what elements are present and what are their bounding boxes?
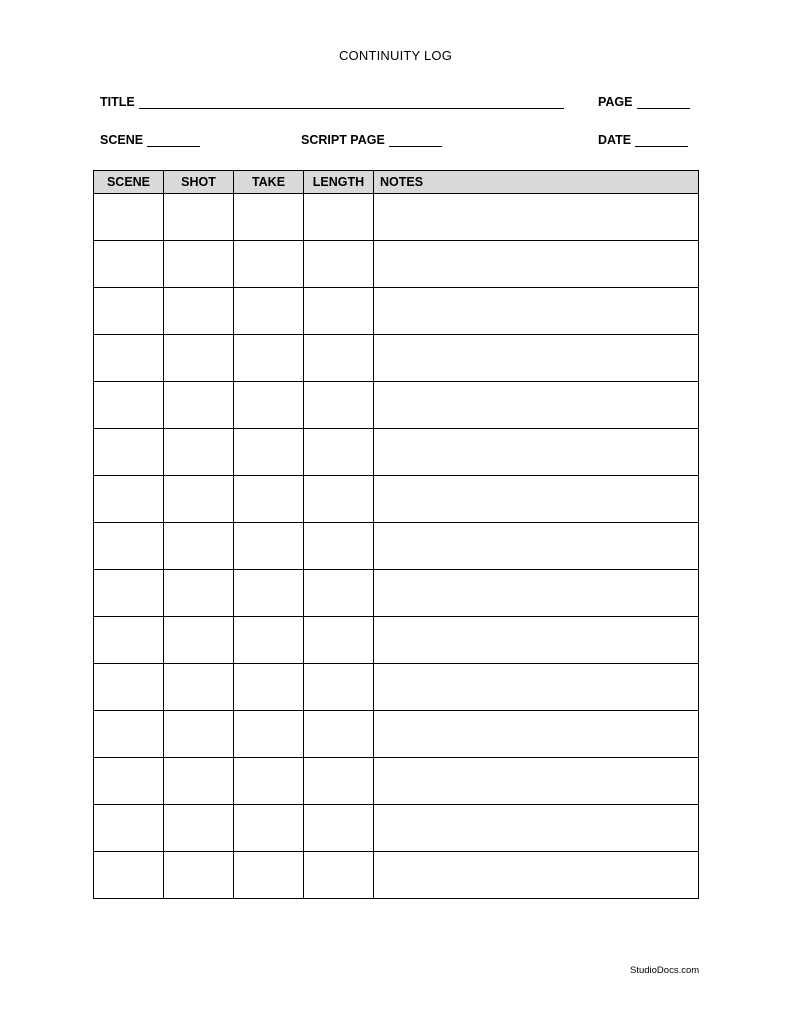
shot-cell[interactable] <box>164 852 234 899</box>
scene-cell[interactable] <box>94 523 164 570</box>
page-field <box>598 95 690 109</box>
script-page-field <box>301 133 442 147</box>
take-cell[interactable] <box>234 711 304 758</box>
title-label: TITLE <box>100 95 135 109</box>
shot-cell[interactable] <box>164 523 234 570</box>
take-cell[interactable] <box>234 852 304 899</box>
take-cell[interactable] <box>234 664 304 711</box>
notes-cell[interactable] <box>374 852 699 899</box>
page-input-line[interactable] <box>637 96 690 109</box>
take-cell[interactable] <box>234 194 304 241</box>
shot-cell[interactable] <box>164 758 234 805</box>
notes-cell[interactable] <box>374 805 699 852</box>
column-header-take: TAKE <box>234 171 304 194</box>
length-cell[interactable] <box>304 711 374 758</box>
notes-cell[interactable] <box>374 476 699 523</box>
date-label: DATE <box>598 133 632 147</box>
length-cell[interactable] <box>304 852 374 899</box>
page-title: CONTINUITY LOG <box>338 48 453 63</box>
script-page-input-line[interactable] <box>389 134 442 147</box>
scene-input-line[interactable] <box>147 134 200 147</box>
scene-cell[interactable] <box>94 429 164 476</box>
notes-cell[interactable] <box>374 617 699 664</box>
shot-cell[interactable] <box>164 288 234 335</box>
length-cell[interactable] <box>304 523 374 570</box>
notes-cell[interactable] <box>374 382 699 429</box>
take-cell[interactable] <box>234 335 304 382</box>
scene-cell[interactable] <box>94 194 164 241</box>
scene-cell[interactable] <box>94 382 164 429</box>
shot-cell[interactable] <box>164 476 234 523</box>
table-header-row <box>94 171 699 194</box>
notes-cell[interactable] <box>374 429 699 476</box>
notes-cell[interactable] <box>374 758 699 805</box>
take-cell[interactable] <box>234 523 304 570</box>
table-row <box>94 805 699 852</box>
table-row <box>94 288 699 335</box>
notes-cell[interactable] <box>374 664 699 711</box>
column-header-notes: NOTES <box>374 171 699 194</box>
shot-cell[interactable] <box>164 382 234 429</box>
take-cell[interactable] <box>234 805 304 852</box>
shot-cell[interactable] <box>164 429 234 476</box>
table-body <box>94 194 699 899</box>
footer-brand: StudioDocs.com <box>630 965 700 976</box>
date-input-line[interactable] <box>635 134 688 147</box>
length-cell[interactable] <box>304 335 374 382</box>
scene-cell[interactable] <box>94 335 164 382</box>
length-cell[interactable] <box>304 429 374 476</box>
scene-cell[interactable] <box>94 758 164 805</box>
table-row <box>94 711 699 758</box>
table-row <box>94 523 699 570</box>
table-row <box>94 429 699 476</box>
take-cell[interactable] <box>234 429 304 476</box>
length-cell[interactable] <box>304 617 374 664</box>
notes-cell[interactable] <box>374 194 699 241</box>
scene-cell[interactable] <box>94 570 164 617</box>
length-cell[interactable] <box>304 382 374 429</box>
notes-cell[interactable] <box>374 288 699 335</box>
scene-cell[interactable] <box>94 476 164 523</box>
length-cell[interactable] <box>304 758 374 805</box>
length-cell[interactable] <box>304 241 374 288</box>
continuity-log-table <box>93 170 699 899</box>
scene-cell[interactable] <box>94 664 164 711</box>
take-cell[interactable] <box>234 476 304 523</box>
length-cell[interactable] <box>304 288 374 335</box>
shot-cell[interactable] <box>164 805 234 852</box>
length-cell[interactable] <box>304 664 374 711</box>
scene-cell[interactable] <box>94 805 164 852</box>
table-row <box>94 570 699 617</box>
notes-cell[interactable] <box>374 241 699 288</box>
table-row <box>94 241 699 288</box>
length-cell[interactable] <box>304 194 374 241</box>
length-cell[interactable] <box>304 805 374 852</box>
table-row <box>94 852 699 899</box>
table-row <box>94 194 699 241</box>
scene-cell[interactable] <box>94 852 164 899</box>
title-field <box>100 95 564 109</box>
length-cell[interactable] <box>304 476 374 523</box>
scene-field <box>100 133 200 147</box>
notes-cell[interactable] <box>374 711 699 758</box>
shot-cell[interactable] <box>164 711 234 758</box>
scene-cell[interactable] <box>94 288 164 335</box>
take-cell[interactable] <box>234 241 304 288</box>
shot-cell[interactable] <box>164 617 234 664</box>
notes-cell[interactable] <box>374 335 699 382</box>
script-page-label: SCRIPT PAGE <box>301 133 385 147</box>
shot-cell[interactable] <box>164 194 234 241</box>
take-cell[interactable] <box>234 758 304 805</box>
take-cell[interactable] <box>234 570 304 617</box>
table-row <box>94 664 699 711</box>
length-cell[interactable] <box>304 570 374 617</box>
column-header-length: LENGTH <box>304 171 374 194</box>
scene-cell[interactable] <box>94 241 164 288</box>
column-header-scene: SCENE <box>94 171 164 194</box>
title-input-line[interactable] <box>139 96 564 109</box>
shot-cell[interactable] <box>164 335 234 382</box>
table-row <box>94 476 699 523</box>
take-cell[interactable] <box>234 617 304 664</box>
table-row <box>94 382 699 429</box>
shot-cell[interactable] <box>164 664 234 711</box>
scene-cell[interactable] <box>94 711 164 758</box>
shot-cell[interactable] <box>164 241 234 288</box>
shot-cell[interactable] <box>164 570 234 617</box>
date-field <box>598 133 688 147</box>
scene-label: SCENE <box>100 133 144 147</box>
page-label: PAGE <box>598 95 633 109</box>
notes-cell[interactable] <box>374 523 699 570</box>
table-row <box>94 335 699 382</box>
scene-cell[interactable] <box>94 617 164 664</box>
notes-cell[interactable] <box>374 570 699 617</box>
table-row <box>94 758 699 805</box>
take-cell[interactable] <box>234 288 304 335</box>
table-row <box>94 617 699 664</box>
column-header-shot: SHOT <box>164 171 234 194</box>
take-cell[interactable] <box>234 382 304 429</box>
